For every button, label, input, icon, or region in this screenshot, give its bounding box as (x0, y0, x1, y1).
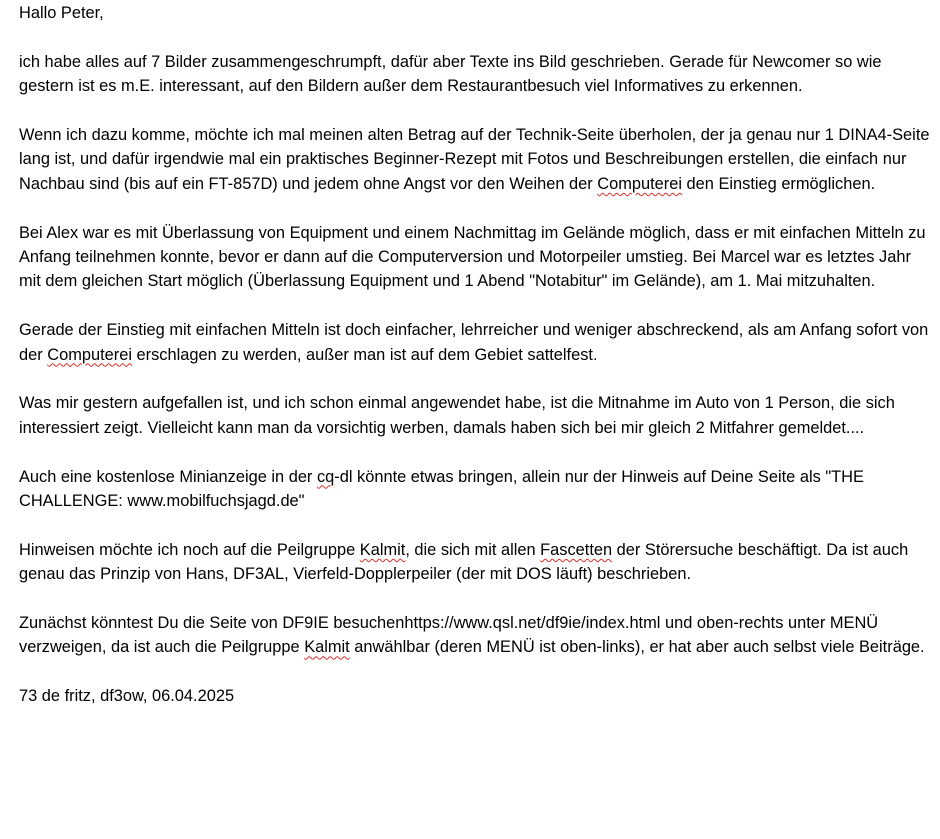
paragraph-2 (19, 123, 935, 196)
paragraph-8 (19, 611, 935, 660)
paragraph-5: Was mir gestern aufgefallen ist, und ich schon einmal angewendet habe, ist die Mitnahme im Auto von 1 Person, die sich interessiert zeigt. Vielleicht kann man da vorsichtig werben, damals haben sich bei mir gleich 2 Mitfahrer gemeldet.... (19, 394, 895, 437)
spellcheck-flagged-word: Kalmit (359, 540, 406, 559)
paragraph-4-text-b: erschlagen zu werden, außer man ist auf dem Gebiet sattelfest. (131, 345, 598, 364)
paragraph-1: ich habe alles auf 7 Bilder zusammengeschrumpft, dafür aber Texte ins Bild geschrieben. Gerade für Newcomer so wie gestern ist es m.E. interessant, auf den Bildern außer dem Restaurantbesuch viel Informatives zu erkennen. (19, 52, 882, 96)
paragraph-2-text-b: den Einstieg ermöglichen. (682, 174, 876, 193)
letter-document (19, 0, 935, 709)
paragraph-3: Bei Alex war es mit Überlassung von Equipment und einem Nachmittag im Gelände möglich, dass er mit einfachen Mitteln zu Anfang teilnehmen konnte, bevor er dann auf die Computerversion und Motorpeiler umstieg. Bei Marcel war es letztes Jahr mit dem gleichen Start möglich (Überlassung Equipment und 1 Abend "Notabitur" im Gelände), am 1. Mai mitzuhalten. (19, 223, 926, 291)
paragraph-6-text-b: -dl könnte etwas bringen, allein nur der Hinweis auf Deine Seite als "THE CHALLENGE: www.mobilfuchsjagd.de" (19, 467, 864, 511)
paragraph-8-text-b: anwählbar (deren MENÜ ist oben-links), er hat aber auch selbst viele Beiträge. (349, 638, 925, 657)
paragraph-7-text-b: , die sich mit allen (405, 540, 541, 559)
paragraph-6-text-a: Auch eine kostenlose Minianzeige in der (19, 467, 317, 486)
paragraph-7-text-a: Hinweisen möchte ich noch auf die Peilgruppe (19, 540, 360, 559)
paragraph-4 (19, 318, 935, 367)
signature: 73 de fritz, df3ow, 06.04.2025 (19, 687, 235, 706)
spellcheck-flagged-word: Computerei (47, 345, 132, 364)
paragraph-7 (19, 538, 935, 587)
greeting: Hallo Peter, (19, 4, 104, 22)
spellcheck-flagged-word: Fascetten (540, 540, 613, 559)
paragraph-6 (19, 465, 935, 514)
spellcheck-flagged-word: cq (316, 467, 335, 486)
paragraph-4-text-a: Gerade der Einstieg mit einfachen Mitteln ist doch einfacher, lehrreicher und weniger abschreckend, als am Anfang sofort von der (19, 321, 929, 364)
paragraph-8-text-a: Zunächst könntest Du die Seite von DF9IE besuchenhttps://www.qsl.net/df9ie/index.html und oben-rechts unter MENÜ verzweigen, da ist auch die Peilgruppe (19, 614, 879, 657)
paragraph-7-text-c: der Störersuche beschäftigt. Da ist auch genau das Prinzip von Hans, DF3AL, Vierfeld-Dopplerpeiler (der mit DOS läuft) beschrieben. (19, 540, 909, 584)
spellcheck-flagged-word: Kalmit (304, 638, 350, 657)
spellcheck-flagged-word: Computerei (597, 174, 682, 193)
paragraph-2-text-a: Wenn ich dazu komme, möchte ich mal meinen alten Betrag auf der Technik-Seite überholen, der ja genau nur 1 DINA4-Seite lang ist, und dafür irgendwie mal ein praktisches Beginner-Rezept mit Fotos und Beschreibungen erstellen, die einfach nur Nachbau sind (bis auf ein FT-857D) und jedem ohne Angst vor den Weihen der (19, 126, 930, 193)
